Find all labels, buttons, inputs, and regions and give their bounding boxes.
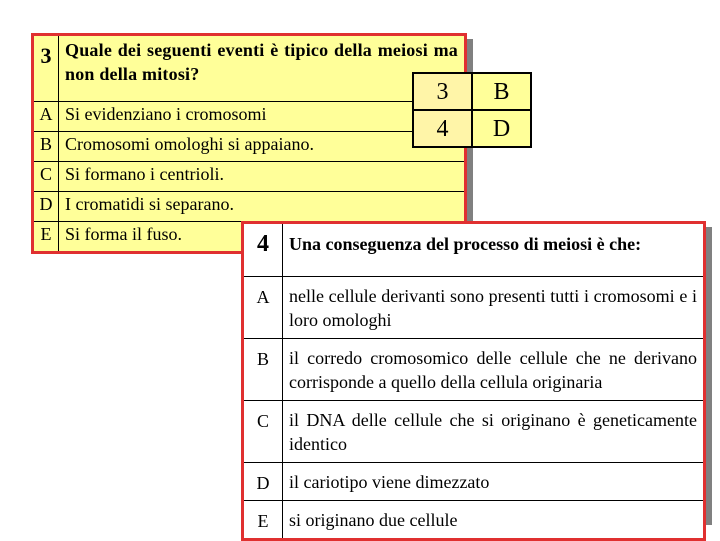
option-row[interactable] — [243, 401, 705, 463]
question-number: 4 — [243, 223, 283, 277]
option-label: C — [243, 401, 283, 463]
option-row[interactable] — [33, 102, 466, 132]
question-4-table — [241, 221, 706, 541]
answer-letter: B — [472, 73, 531, 110]
option-text: si originano due cellule — [283, 501, 705, 540]
option-text: il DNA delle cellule che si originano è geneticamente identico — [283, 401, 705, 463]
option-row[interactable] — [243, 501, 705, 540]
answer-letter: D — [472, 110, 531, 147]
option-text: nelle cellule derivanti sono presenti tutti i cromosomi e i loro omologhi — [283, 277, 705, 339]
option-row[interactable] — [33, 162, 466, 192]
option-row[interactable] — [33, 192, 466, 222]
option-row[interactable] — [243, 339, 705, 401]
question-number: 3 — [33, 35, 59, 102]
answer-row — [413, 110, 531, 147]
option-label: E — [243, 501, 283, 540]
option-text: Si formano i centrioli. — [59, 162, 466, 192]
question-text: Una conseguenza del processo di meiosi è che: — [283, 223, 705, 277]
option-text: Si forma il fuso. — [59, 222, 466, 253]
option-label: A — [33, 102, 59, 132]
option-label: C — [33, 162, 59, 192]
option-label: A — [243, 277, 283, 339]
option-text: il cariotipo viene dimezzato — [283, 463, 705, 501]
option-text: I cromatidi si separano. — [59, 192, 466, 222]
option-label: E — [33, 222, 59, 253]
option-label: D — [243, 463, 283, 501]
question-text: Quale dei seguenti eventi è tipico della meiosi ma non della mitosi? — [59, 35, 466, 102]
option-label: D — [33, 192, 59, 222]
answer-key-table — [412, 72, 532, 148]
option-text: il corredo cromosomico delle cellule che ne derivano corrisponde a quello della cellula originaria — [283, 339, 705, 401]
option-row[interactable] — [243, 463, 705, 501]
answer-row — [413, 73, 531, 110]
option-row[interactable] — [33, 132, 466, 162]
option-row[interactable] — [243, 277, 705, 339]
option-text: Cromosomi omologhi si appaiano. — [59, 132, 466, 162]
option-label: B — [33, 132, 59, 162]
answer-question-number: 3 — [413, 73, 472, 110]
option-text: Si evidenziano i cromosomi — [59, 102, 466, 132]
answer-question-number: 4 — [413, 110, 472, 147]
option-label: B — [243, 339, 283, 401]
